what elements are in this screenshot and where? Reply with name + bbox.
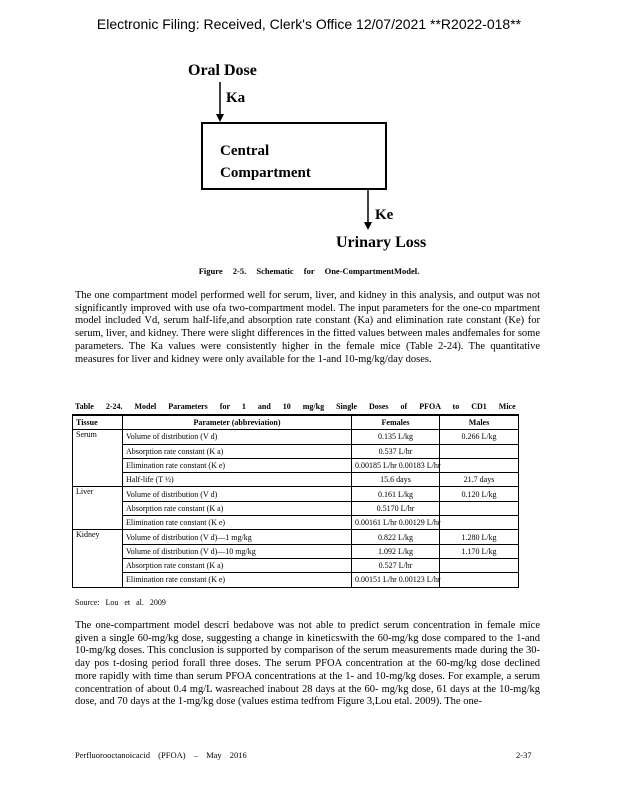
arrow-head-2-icon — [364, 222, 372, 230]
tissue-cell — [73, 444, 123, 458]
arrow-head-1-icon — [216, 114, 224, 122]
females-cell: 0.00151 L/hr 0.00123 L/hr — [352, 573, 440, 587]
table-row — [73, 544, 519, 558]
param-cell: Elimination rate constant (K e) — [123, 458, 352, 472]
females-cell: 0.161 L/kg — [352, 487, 440, 501]
table-title: Table 2-24. Model Parameters for 1 and 10 mg/kg Single Doses of PFOA to CD1 Mice — [75, 402, 516, 411]
females-cell: 0.135 L/kg — [352, 430, 440, 444]
ke-label: Ke — [375, 207, 394, 223]
table-row — [73, 558, 519, 572]
param-cell: Half-life (T ½) — [123, 473, 352, 487]
table-row — [73, 573, 519, 587]
males-cell — [440, 501, 519, 515]
filing-header: Electronic Filing: Received, Clerk's Office 12/07/2021 **R2022-018** — [96, 16, 522, 32]
table-row — [73, 516, 519, 530]
table-row — [73, 473, 519, 487]
urinary-loss-label: Urinary Loss — [336, 234, 427, 251]
table-row — [73, 530, 519, 544]
tissue-cell: Kidney — [73, 530, 123, 544]
param-cell: Volume of distribution (V d)—10 mg/kg — [123, 544, 352, 558]
param-cell: Absorption rate constant (K a) — [123, 444, 352, 458]
females-cell: 0.00185 L/hr 0.00183 L/hr — [352, 458, 440, 472]
females-cell: 1.092 L/kg — [352, 544, 440, 558]
males-cell: 1.170 L/kg — [440, 544, 519, 558]
females-cell: 15.6 days — [352, 473, 440, 487]
table-header-row — [73, 415, 519, 430]
tissue-cell — [73, 473, 123, 487]
box-line-1: Central — [220, 143, 270, 159]
tissue-cell — [73, 458, 123, 472]
param-cell: Volume of distribution (V d) — [123, 487, 352, 501]
footer-title: Perfluorooctanoicacid (PFOA) – May 2016 — [75, 750, 247, 760]
header-parameter: Parameter (abbreviation) — [123, 415, 352, 430]
females-cell: 0.822 L/kg — [352, 530, 440, 544]
paragraph-1: The one compartment model performed well for serum, liver, and kidney in this analysis, and output was not significantly improved with use ofa two-compartment model. The input parameters for the one-co mpartment model included Vd, serum half-life,and absorption rate constant (Ka) and elimination rate constant (Ke) for serum, liver, and kidney. There were slight differences in the fitted values between males andfemales for some parameters. The Ka values were consistently higher in the female mice (Table 2-24). The quantitative measures for liver and kidney were only available for the 1-and 10-mg/kg/day doses. — [75, 290, 540, 365]
param-cell: Volume of distribution (V d)—1 mg/kg — [123, 530, 352, 544]
param-cell: Elimination rate constant (K e) — [123, 573, 352, 587]
page-number: 2-37 — [516, 750, 532, 760]
males-cell: 21.7 days — [440, 473, 519, 487]
tissue-cell — [73, 544, 123, 558]
males-cell: 1.280 L/kg — [440, 530, 519, 544]
tissue-cell — [73, 516, 123, 530]
table-row — [73, 501, 519, 515]
table-row — [73, 487, 519, 501]
tissue-cell — [73, 558, 123, 572]
males-cell: 0.120 L/kg — [440, 487, 519, 501]
males-cell — [440, 444, 519, 458]
param-cell: Volume of distribution (V d) — [123, 430, 352, 444]
males-cell — [440, 573, 519, 587]
females-cell: 0.527 L/hr — [352, 558, 440, 572]
box-line-2: Compartment — [220, 165, 311, 181]
tissue-cell — [73, 573, 123, 587]
males-cell: 0.266 L/kg — [440, 430, 519, 444]
males-cell — [440, 458, 519, 472]
param-cell: Absorption rate constant (K a) — [123, 558, 352, 572]
table-row — [73, 458, 519, 472]
param-cell: Absorption rate constant (K a) — [123, 501, 352, 515]
tissue-cell: Serum — [73, 430, 123, 444]
males-cell — [440, 558, 519, 572]
ka-label: Ka — [226, 90, 246, 106]
tissue-cell: Liver — [73, 487, 123, 501]
table-source: Source: Lou et al. 2009 — [75, 598, 166, 607]
table-row — [73, 444, 519, 458]
parameters-table — [72, 414, 519, 588]
oral-dose-label: Oral Dose — [188, 62, 257, 79]
males-cell — [440, 516, 519, 530]
females-cell: 0.00161 L/hr 0.00129 L/hr — [352, 516, 440, 530]
table-row — [73, 430, 519, 444]
figure-caption: Figure 2-5. Schematic for One-CompartmentModel. — [198, 266, 420, 276]
header-tissue: Tissue — [73, 415, 123, 430]
central-compartment-box — [201, 122, 387, 190]
females-cell: 0.537 L/hr — [352, 444, 440, 458]
header-males: Males — [440, 415, 519, 430]
paragraph-2: The one-compartment model descri bedabove was not able to predict serum concentration in female mice given a single 60-mg/kg dose, suggesting a change in kineticswith the 60-mg/kg dose compared to the 1-and 10-mg/kg doses. This conclusion is supported by comparison of the serum measurements made during the 30-day pos t-dosing period forall three doses. The serum PFOA concentration at the 60-mg/kg dose declined more rapidly with time than serum PFOA concentrations at the 1- and 10-mg/kg doses. For example, a serum concentration of about 0.4 mg/L wasreached inabout 28 days at the 60- mg/kg dose, 61 days at the 10-mg/kg dose, and 70 days at the 1-mg/kg dose (values estima tedfrom Figure 3,Lou etal. 2009). The one- — [75, 620, 540, 708]
param-cell: Elimination rate constant (K e) — [123, 516, 352, 530]
header-females: Females — [352, 415, 440, 430]
females-cell: 0.5170 L/hr — [352, 501, 440, 515]
tissue-cell — [73, 501, 123, 515]
